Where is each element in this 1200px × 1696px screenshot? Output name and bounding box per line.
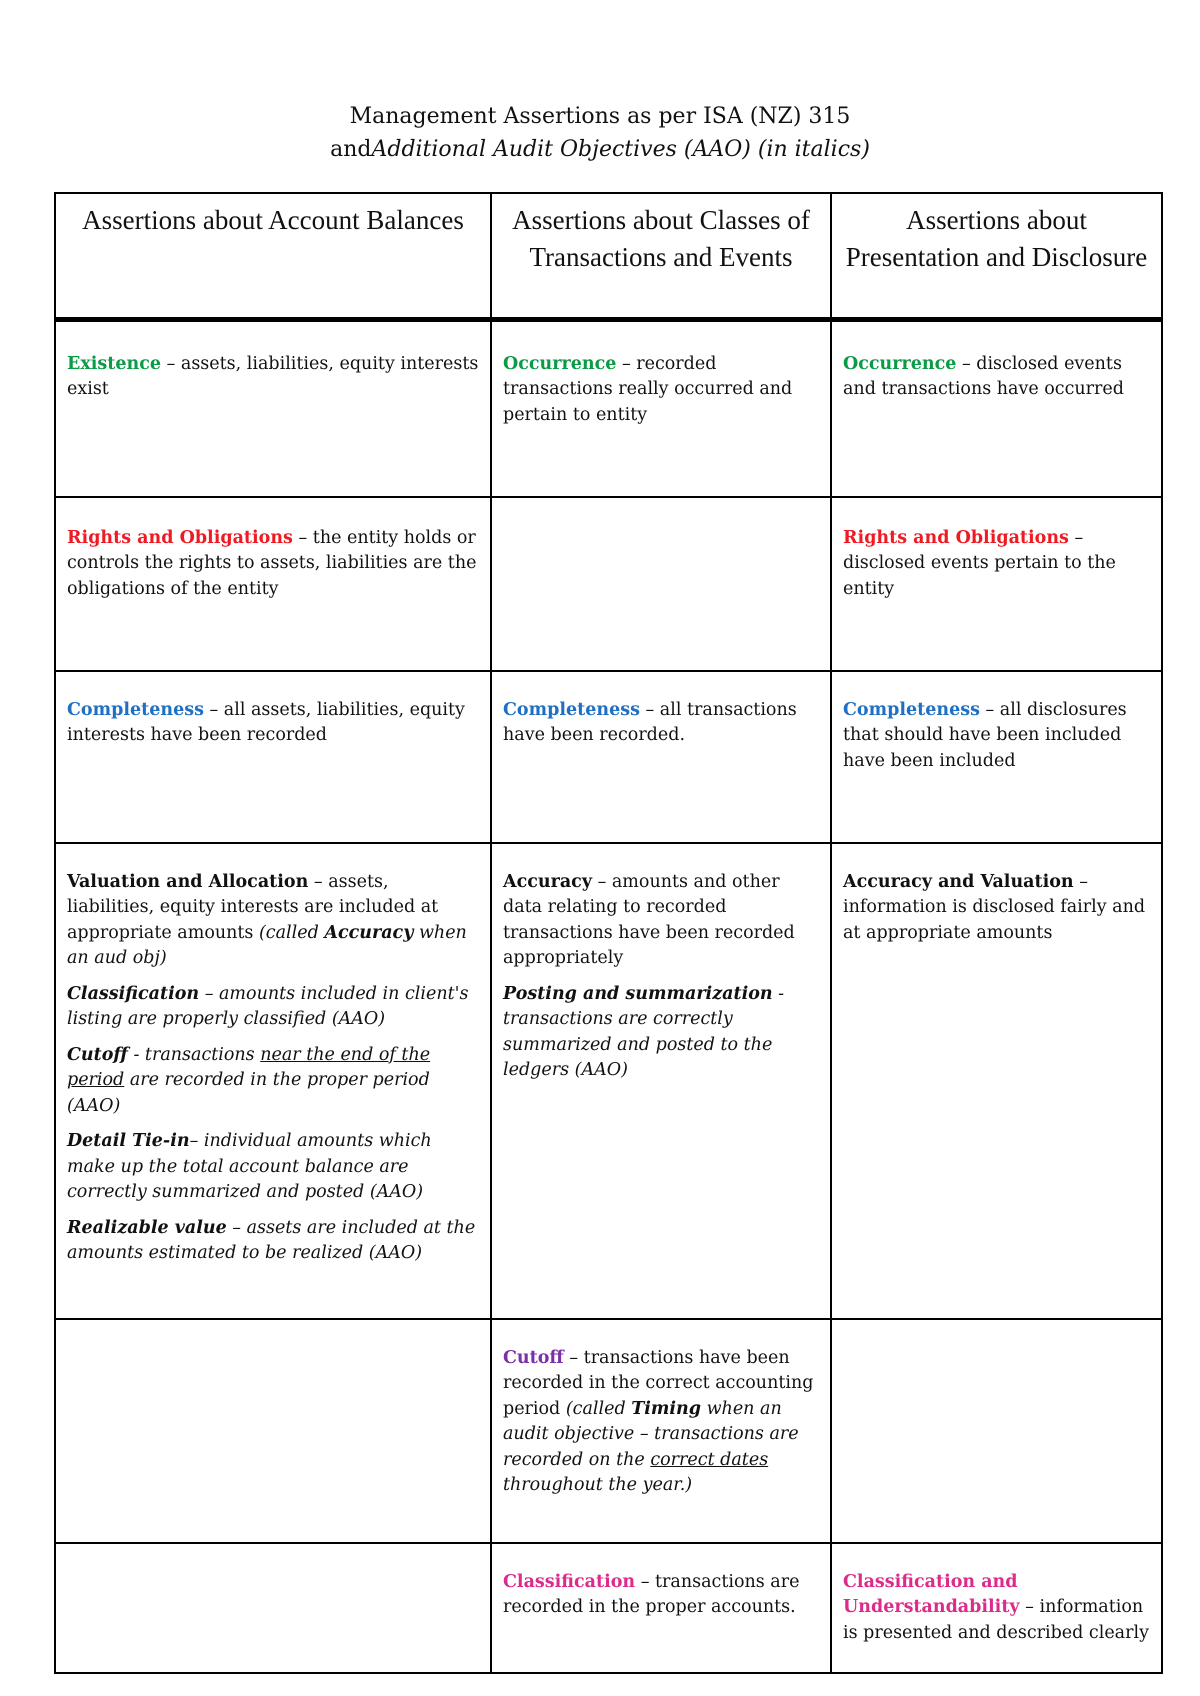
term-valuation-allocation: Valuation and Allocation bbox=[67, 871, 309, 892]
desc-accuracy-valuation: – information is disclosed fairly and at appropriate amounts bbox=[843, 871, 1146, 943]
assertions-table bbox=[54, 192, 1163, 1674]
title-line-2 bbox=[0, 133, 1200, 166]
cell-cutoff-transactions bbox=[491, 1319, 831, 1543]
cell-existence bbox=[55, 319, 491, 497]
title-aao: Additional Audit Objectives (AAO) (in italics) bbox=[371, 137, 870, 162]
table-row-existence bbox=[55, 319, 1162, 497]
header-account-balances: Assertions about Account Balances bbox=[55, 193, 491, 319]
para-realizable-value bbox=[67, 1216, 481, 1267]
cell-completeness-disclosure bbox=[831, 671, 1162, 843]
desc-cutoff-b: are recorded in the proper period (AAO) bbox=[67, 1070, 430, 1116]
desc-valuation: – assets, liabilities, equity interests are included at appropriate amounts bbox=[67, 871, 439, 943]
term-completeness-transactions: Completeness bbox=[503, 699, 640, 720]
para-accuracy bbox=[503, 870, 821, 972]
table-row-cutoff bbox=[55, 1319, 1162, 1543]
desc-classification-aao: – amounts included in client's listing are properly classified (AAO) bbox=[67, 983, 469, 1029]
cell-occurrence-disclosure bbox=[831, 319, 1162, 497]
desc-completeness-transactions: – all transactions have been recorded. bbox=[503, 699, 797, 745]
cell-empty bbox=[491, 497, 831, 671]
cell-empty bbox=[55, 1543, 491, 1673]
table-header-row bbox=[55, 193, 1162, 319]
desc-classification-understandability: – information is presented and described clearly bbox=[843, 1597, 1149, 1643]
term-classification-aao: Classification bbox=[67, 983, 200, 1004]
cell-valuation-balances bbox=[55, 843, 491, 1319]
desc-rights-disclosure: – disclosed events pertain to the entity bbox=[843, 527, 1116, 599]
term-detail-tie-in: Detail Tie-in bbox=[67, 1131, 190, 1151]
cell-empty bbox=[55, 1319, 491, 1543]
note-called: (called bbox=[258, 922, 325, 943]
cell-occurrence-transactions bbox=[491, 319, 831, 497]
desc-detail-tie-in: – individual amounts which make up the total account balance are correctly summarized and posted (AAO) bbox=[67, 1131, 432, 1202]
desc-realizable-value: – assets are included at the amounts estimated to be realized (AAO) bbox=[67, 1217, 476, 1263]
desc-existence: – assets, liabilities, equity interests exist bbox=[67, 353, 479, 399]
note-accuracy: Accuracy bbox=[324, 922, 414, 943]
title-line-1: Management Assertions as per ISA (NZ) 315 bbox=[349, 104, 851, 129]
term-existence: Existence bbox=[67, 353, 162, 374]
term-rights-disclosure: Rights and Obligations bbox=[843, 527, 1069, 548]
table-row-completeness bbox=[55, 671, 1162, 843]
desc-cutoff-underlined: near the end of the period bbox=[67, 1044, 431, 1090]
cell-completeness-transactions bbox=[491, 671, 831, 843]
term-accuracy-valuation: Accuracy and Valuation bbox=[843, 871, 1074, 892]
note-correct-dates: correct dates bbox=[650, 1449, 769, 1470]
cell-empty bbox=[831, 1319, 1162, 1543]
note-throughout-year: throughout the year.) bbox=[503, 1475, 693, 1495]
para-detail-tie-in bbox=[67, 1129, 481, 1206]
term-classification: Classification bbox=[503, 1571, 636, 1592]
term-rights-obligations: Rights and Obligations bbox=[67, 527, 293, 548]
desc-cutoff: – transactions have been recorded in the correct accounting period bbox=[503, 1347, 814, 1419]
document-title bbox=[0, 100, 1200, 166]
desc-occurrence-disclosure: – disclosed events and transactions have occurred bbox=[843, 353, 1124, 399]
cell-classification-transactions bbox=[491, 1543, 831, 1673]
term-posting-summarization: Posting and summarization bbox=[503, 983, 773, 1004]
term-completeness: Completeness bbox=[67, 699, 204, 720]
note-aud-obj: when an aud obj) bbox=[67, 922, 467, 968]
term-cutoff: Cutoff bbox=[503, 1347, 564, 1368]
desc-cutoff-a: - transactions bbox=[127, 1044, 261, 1065]
table-row-rights bbox=[55, 497, 1162, 671]
cell-accuracy-valuation-disclosure bbox=[831, 843, 1162, 1319]
para-classification bbox=[67, 982, 481, 1033]
cell-rights-balances bbox=[55, 497, 491, 671]
desc-completeness-disclosure: – all disclosures that should have been included have been included bbox=[843, 699, 1127, 771]
header-presentation-disclosure: Assertions about Presentation and Disclosure bbox=[831, 193, 1162, 319]
desc-accuracy: – amounts and other data relating to recorded transactions have been recorded appropriately bbox=[503, 871, 795, 968]
header-classes-of-transactions: Assertions about Classes of Transactions and Events bbox=[491, 193, 831, 319]
desc-classification: – transactions are recorded in the proper accounts. bbox=[503, 1571, 800, 1617]
term-completeness-disclosure: Completeness bbox=[843, 699, 980, 720]
cell-accuracy-transactions bbox=[491, 843, 831, 1319]
note-called-timing: (called bbox=[565, 1398, 632, 1419]
table-row-valuation bbox=[55, 843, 1162, 1319]
note-timing: Timing bbox=[631, 1398, 702, 1419]
title-and: and bbox=[330, 137, 372, 162]
para-valuation bbox=[67, 870, 481, 972]
desc-occurrence: – recorded transactions really occurred and pertain to entity bbox=[503, 353, 793, 425]
desc-rights-obligations: – the entity holds or controls the rights to assets, liabilities are the obligations of the entity bbox=[67, 527, 477, 599]
para-accuracy-valuation bbox=[843, 870, 1152, 947]
note-timing-desc: when an audit objective – transactions are recorded on the bbox=[503, 1398, 799, 1470]
term-classification-understandability: Classification and Understandability bbox=[843, 1571, 1020, 1617]
desc-completeness: – all assets, liabilities, equity interests have been recorded bbox=[67, 699, 465, 745]
term-occurrence-disclosure: Occurrence bbox=[843, 353, 957, 374]
term-cutoff-aao: Cutoff bbox=[67, 1044, 128, 1065]
para-posting bbox=[503, 982, 821, 1084]
term-occurrence: Occurrence bbox=[503, 353, 617, 374]
cell-completeness-balances bbox=[55, 671, 491, 843]
table-row-classification bbox=[55, 1543, 1162, 1673]
cell-classification-disclosure bbox=[831, 1543, 1162, 1673]
term-realizable-value: Realizable value bbox=[67, 1217, 227, 1238]
term-accuracy: Accuracy bbox=[503, 871, 592, 892]
desc-posting-summarization: - transactions are correctly summarized and posted to the ledgers (AAO) bbox=[503, 983, 785, 1080]
cell-rights-disclosure bbox=[831, 497, 1162, 671]
para-cutoff bbox=[67, 1043, 481, 1120]
